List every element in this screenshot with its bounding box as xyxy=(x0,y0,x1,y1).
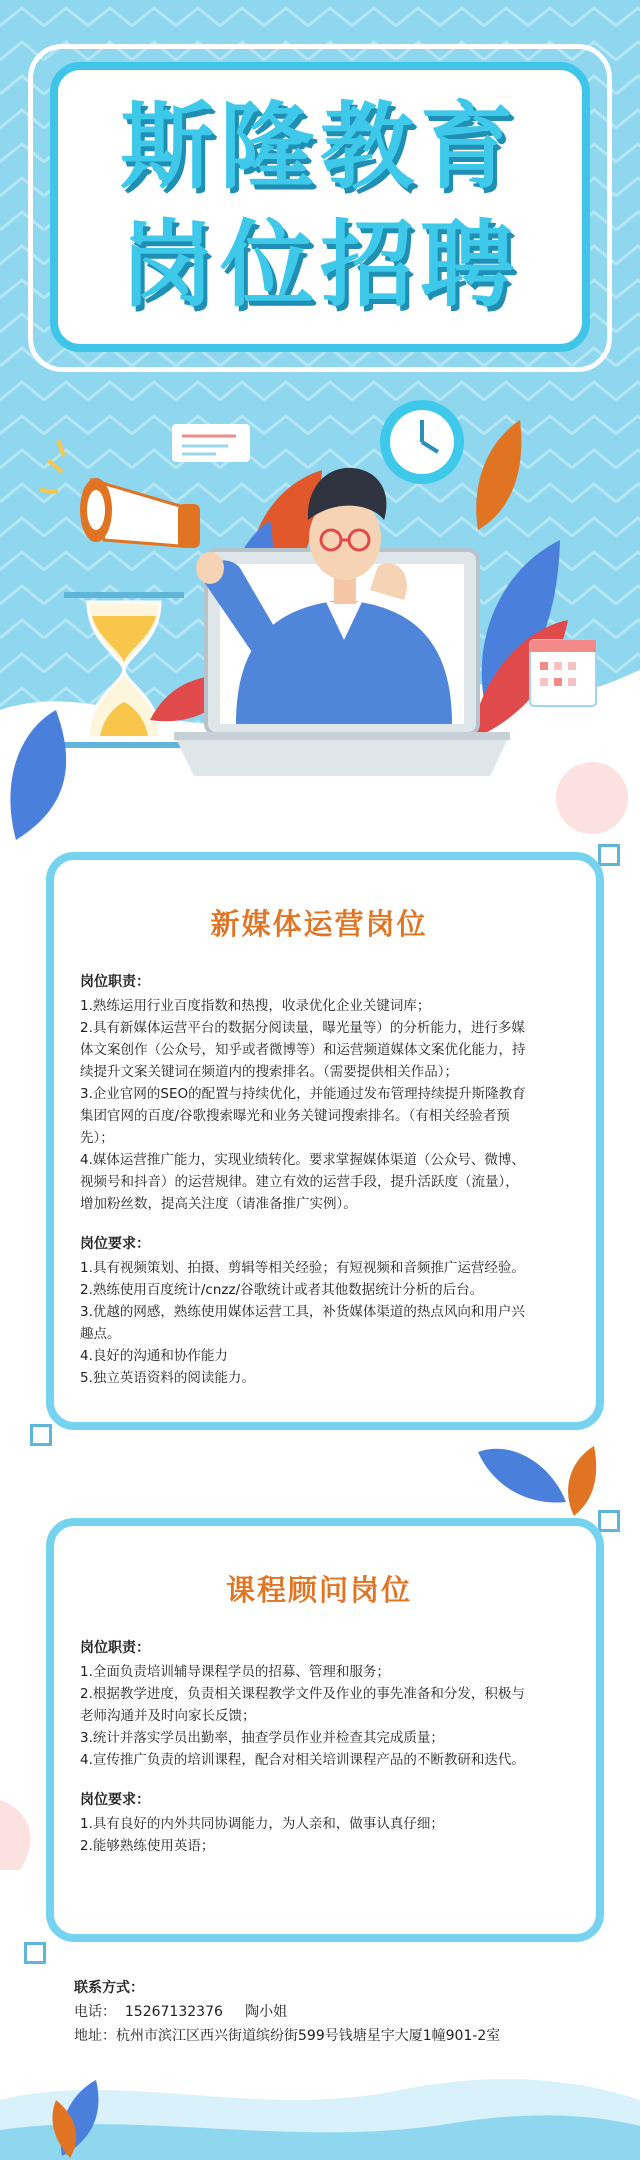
pink-decoration xyxy=(0,1800,40,1870)
envelope-icon xyxy=(172,424,250,462)
duty-line: 1.熟练运用行业百度指数和热搜，收录优化企业关键词库； xyxy=(80,998,431,1014)
clock-icon xyxy=(380,400,464,484)
card-corner-top-right xyxy=(598,1510,620,1532)
requirement-line: 4.良好的沟通和协作能力 xyxy=(80,1348,228,1364)
contact-address: 地址：杭州市滨江区西兴街道缤纷街599号钱塘星宇大厦1幢901-2室 xyxy=(74,2028,501,2044)
duty-line: 视频号和抖音）的运营规律。建立有效的运营手段，提升活跃度（流量）， xyxy=(80,1174,519,1190)
requirement-line: 1.具有良好的内外共同协调能力，为人亲和，做事认真仔细； xyxy=(80,1816,444,1832)
duty-line: 先）； xyxy=(80,1130,114,1146)
requirements-heading: 岗位要求： xyxy=(80,1236,150,1252)
job-title: 新媒体运营岗位 xyxy=(210,907,428,941)
duty-line: 2.具有新媒体运营平台的数据分阅读量，曝光量等）的分析能力，进行多媒 xyxy=(80,1020,525,1036)
calendar-icon xyxy=(530,640,596,706)
leaf-decoration xyxy=(470,1432,600,1522)
duties-heading: 岗位职责： xyxy=(80,974,150,990)
duty-line: 3.企业官网的SEO的配置与持续优化，并能通过发布管理持续提升斯隆教育 xyxy=(80,1086,526,1102)
recruitment-illustration xyxy=(0,380,640,860)
duty-line: 集团官网的百度/谷歌搜索曝光和业务关键词搜索排名。（有相关经验者预 xyxy=(80,1108,510,1124)
requirement-line: 5.独立英语资料的阅读能力。 xyxy=(80,1370,255,1386)
job-card-course-consultant xyxy=(34,1518,606,1946)
requirements-heading: 岗位要求： xyxy=(80,1792,150,1808)
requirement-line: 3.优越的网感，熟练使用媒体运营工具，补货媒体渠道的热点风向和用户兴 xyxy=(80,1304,525,1320)
job-title: 课程顾问岗位 xyxy=(225,1573,412,1607)
duty-line: 3.统计并落实学员出勤率，抽查学员作业并检查其完成质量； xyxy=(80,1730,444,1746)
duties-heading: 岗位职责： xyxy=(80,1640,150,1656)
requirement-line: 2.能够熟练使用英语； xyxy=(80,1838,215,1854)
duty-line: 4.媒体运营推广能力，实现业绩转化。要求掌握媒体渠道（公众号、微博、 xyxy=(80,1152,525,1168)
duty-line: 续提升文案关键词在频道内的搜索排名。（需要提供相关作品）； xyxy=(80,1064,458,1080)
requirement-line: 趣点。 xyxy=(80,1326,121,1342)
title-box xyxy=(50,62,590,352)
duty-line: 增加粉丝数，提高关注度（请准备推广实例）。 xyxy=(80,1196,357,1212)
requirement-line: 1.具有视频策划、拍摄、剪辑等相关经验；有短视频和音频推广运营经验。 xyxy=(80,1260,525,1276)
hero-banner xyxy=(0,0,640,860)
contact-phone: 电话： 15267132376 陶小姐 xyxy=(74,2004,288,2020)
duty-line: 老师沟通并及时向家长反馈； xyxy=(80,1708,256,1724)
card-corner-top-right xyxy=(598,844,620,866)
card-corner-bottom-left xyxy=(30,1424,52,1446)
card-corner-bottom-left xyxy=(24,1942,46,1964)
contact-section xyxy=(74,1976,594,2048)
title-line-1: 斯隆教育 xyxy=(119,93,520,202)
title-line-2: 岗位招聘 xyxy=(119,211,520,320)
requirement-line: 2.熟练使用百度统计/cnzz/谷歌统计或者其他数据统计分析的后台。 xyxy=(80,1282,484,1298)
duty-line: 4.宣传推广负责的培训课程，配合对相关培训课程产品的不断教研和迭代。 xyxy=(80,1752,525,1768)
duty-line: 体文案创作（公众号，知乎或者微博等）和运营频道媒体文案优化能力，持 xyxy=(80,1042,526,1058)
hourglass-icon xyxy=(88,602,160,738)
duty-line: 1.全面负责培训辅导课程学员的招募、管理和服务； xyxy=(80,1664,390,1680)
job-card-body xyxy=(46,1518,604,1942)
job-card-body xyxy=(46,852,604,1430)
contact-heading: 联系方式： xyxy=(74,1980,144,1996)
footer-wave xyxy=(0,2060,640,2160)
job-card-new-media xyxy=(34,852,606,1434)
duty-line: 2.根据教学进度，负责相关课程教学文件及作业的事先准备和分发，积极与 xyxy=(80,1686,525,1702)
